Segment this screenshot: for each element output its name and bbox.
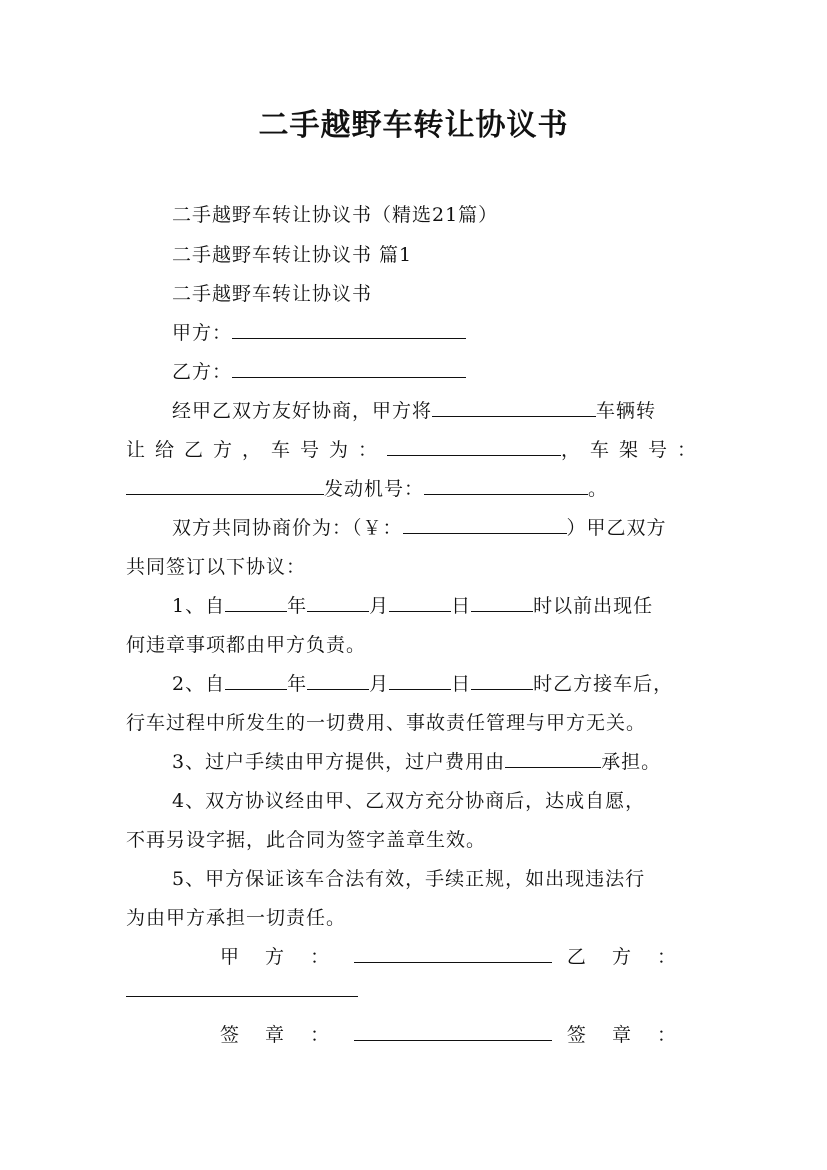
- year-blank[interactable]: [225, 591, 287, 612]
- text-segment: 3、过户手续由甲方提供，过户费用由: [172, 751, 506, 773]
- clause-1-line-2: 何违章事项都由甲方负责。: [126, 634, 367, 656]
- section-heading: 二手越野车转让协议书 篇1: [172, 244, 413, 266]
- text-segment: 。: [588, 478, 609, 500]
- text-segment: 月: [369, 595, 390, 617]
- agreement-heading: 二手越野车转让协议书: [172, 283, 373, 305]
- text-segment: 经甲乙双方友好协商，甲方将: [172, 400, 433, 422]
- signature-line-cont: [126, 976, 706, 1002]
- text-segment: 车辆转: [596, 400, 657, 422]
- fee-payer-blank[interactable]: [505, 747, 601, 768]
- day-blank[interactable]: [389, 669, 451, 690]
- plate-number-blank[interactable]: [387, 435, 561, 456]
- hour-blank[interactable]: [471, 591, 533, 612]
- clause-4-line-1: 4、双方协议经由甲、乙双方充分协商后，达成自愿，: [172, 790, 646, 812]
- seal-row: [220, 1020, 686, 1047]
- party-b-blank[interactable]: [232, 357, 466, 378]
- paragraph-1-line-1: [172, 396, 706, 423]
- text-segment: 1、自: [172, 595, 226, 617]
- clause-1-line-1: [172, 591, 706, 618]
- text-segment: ）甲乙双方: [566, 517, 667, 539]
- party-b-line: [172, 357, 706, 384]
- party-b-seal-label: 签 章 ：: [566, 1024, 686, 1046]
- text-segment: 时乙方接车后，: [533, 673, 674, 695]
- text-segment: 月: [369, 673, 390, 695]
- text-segment: 双方共同协商价为：（￥：: [172, 517, 403, 539]
- party-a-seal-blank[interactable]: [354, 1020, 552, 1041]
- text-segment: 2、自: [172, 673, 226, 695]
- clause-2-line-2: 行车过程中所发生的一切费用、事故责任管理与甲方无关。: [126, 712, 647, 734]
- text-segment: 时以前出现任: [533, 595, 654, 617]
- party-a-sign-blank[interactable]: [354, 942, 552, 963]
- paragraph-1-line-3: [126, 474, 706, 501]
- party-a-sign-label: 甲 方 ：: [220, 946, 340, 968]
- paragraph-1-line-2: [126, 435, 706, 462]
- month-blank[interactable]: [307, 591, 369, 612]
- price-line: [172, 513, 706, 540]
- subtitle-line: 二手越野车转让协议书（精选21篇）: [172, 204, 499, 226]
- party-a-line: [172, 318, 706, 345]
- clause-5-line-1: 5、甲方保证该车合法有效，手续正规，如出现违法行: [172, 868, 646, 890]
- party-a-seal-label: 签 章 ：: [220, 1024, 340, 1046]
- signature-line: [220, 942, 686, 969]
- party-b-sign-blank[interactable]: [126, 976, 358, 997]
- engine-number-blank[interactable]: [424, 474, 588, 495]
- day-blank[interactable]: [389, 591, 451, 612]
- seal-line: [220, 1020, 686, 1047]
- frame-number-blank[interactable]: [126, 474, 324, 495]
- text-segment: 年: [287, 673, 308, 695]
- text-segment: 年: [287, 595, 308, 617]
- price-blank[interactable]: [403, 513, 567, 534]
- clause-5-line-2: 为由甲方承担一切责任。: [126, 907, 347, 929]
- text-segment: ，车架号：: [560, 439, 706, 461]
- clause-3-line: [172, 747, 706, 774]
- year-blank[interactable]: [225, 669, 287, 690]
- party-a-label: 甲方：: [172, 322, 233, 344]
- text-segment: 让给乙方，车号为：: [126, 439, 388, 461]
- party-b-sign-label: 乙 方 ：: [566, 946, 686, 968]
- month-blank[interactable]: [307, 669, 369, 690]
- vehicle-blank[interactable]: [432, 396, 596, 417]
- text-segment: 发动机号：: [324, 478, 425, 500]
- text-segment: 承担。: [601, 751, 662, 773]
- clause-4-line-2: 不再另设字据，此合同为签字盖章生效。: [126, 829, 487, 851]
- document-title: 二手越野车转让协议书: [258, 108, 569, 143]
- hour-blank[interactable]: [471, 669, 533, 690]
- party-a-blank[interactable]: [232, 318, 466, 339]
- text-segment: 日: [451, 595, 472, 617]
- signature-row: [220, 942, 686, 969]
- party-b-label: 乙方：: [172, 361, 233, 383]
- text-segment: 日: [451, 673, 472, 695]
- price-line-cont: 共同签订以下协议：: [126, 556, 307, 578]
- clause-2-line-1: [172, 669, 706, 696]
